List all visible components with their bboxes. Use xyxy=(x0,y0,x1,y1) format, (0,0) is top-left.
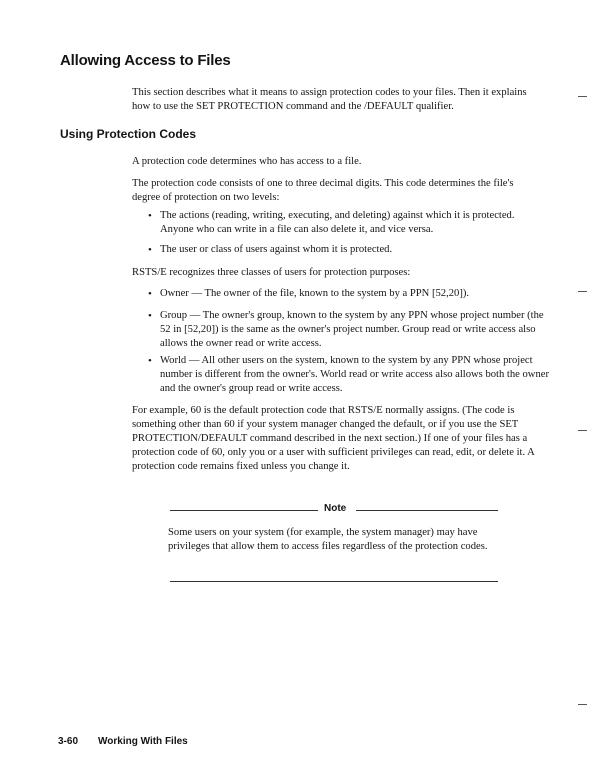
paragraph-1: A protection code determines who has access to a file. xyxy=(132,156,362,167)
bullet-icon: • xyxy=(148,310,152,322)
change-bar xyxy=(578,291,587,292)
paragraph-2: The protection code consists of one to three decimal digits. This code determines the file's degree of protection on two levels: xyxy=(132,178,514,203)
bullet-icon: • xyxy=(148,288,152,300)
change-bar xyxy=(578,704,587,705)
level-item: The user or class of users against whom it is protected. xyxy=(160,244,393,255)
intro-paragraph: This section describes what it means to assign protection codes to your files. Then it explains how to use the SET PROTECTION command and the /DEFAULT qualifier. xyxy=(132,87,527,112)
subsection-title: Using Protection Codes xyxy=(60,127,197,141)
change-bar xyxy=(578,430,587,431)
note-label: Note xyxy=(324,503,347,514)
class-item-owner: Owner — The owner of the file, known to the system by a PPN [52,20]). xyxy=(160,288,470,299)
note-rule-left xyxy=(170,510,318,511)
level-item: The actions (reading, writing, executing, and deleting) against which it is protected. Anyone who can write in a file can also delete it, and vice versa. xyxy=(160,210,515,235)
change-bar xyxy=(578,96,587,97)
paragraph-3: RSTS/E recognizes three classes of users for protection purposes: xyxy=(132,267,411,278)
section-title: Allowing Access to Files xyxy=(60,52,231,69)
note-rule-bottom xyxy=(170,581,498,582)
page-number: 3-60 xyxy=(58,736,79,747)
class-item-world: World — All other users on the system, known to the system by any PPN whose project number is different from the owner's. World read or write access also allows both the owner and the owner's group read or write access. xyxy=(160,355,549,394)
bullet-icon: • xyxy=(148,244,152,256)
chapter-title: Working With Files xyxy=(98,736,188,747)
class-item-group: Group — The owner's group, known to the system by any PPN whose project number (the 52 in [52,20]) is the same as the owner's project number. Group read or write access also allows the owner read or write access. xyxy=(160,310,544,349)
bullet-icon: • xyxy=(148,355,152,367)
note-rule-right xyxy=(356,510,498,511)
bullet-icon: • xyxy=(148,210,152,222)
note-text: Some users on your system (for example, the system manager) may have privileges that allow them to access files regardless of the protection codes. xyxy=(168,527,488,552)
paragraph-4: For example, 60 is the default protection code that RSTS/E normally assigns. (The code is something other than 60 if your system manager changed the default, or if you use the SET PROTECTION/DEFAULT command described in the next section.) If one of your files has a protection code of 60, only you or a user with sufficient privileges can read, edit, or delete it. A protection code remains fixed unless you change it. xyxy=(132,405,535,472)
